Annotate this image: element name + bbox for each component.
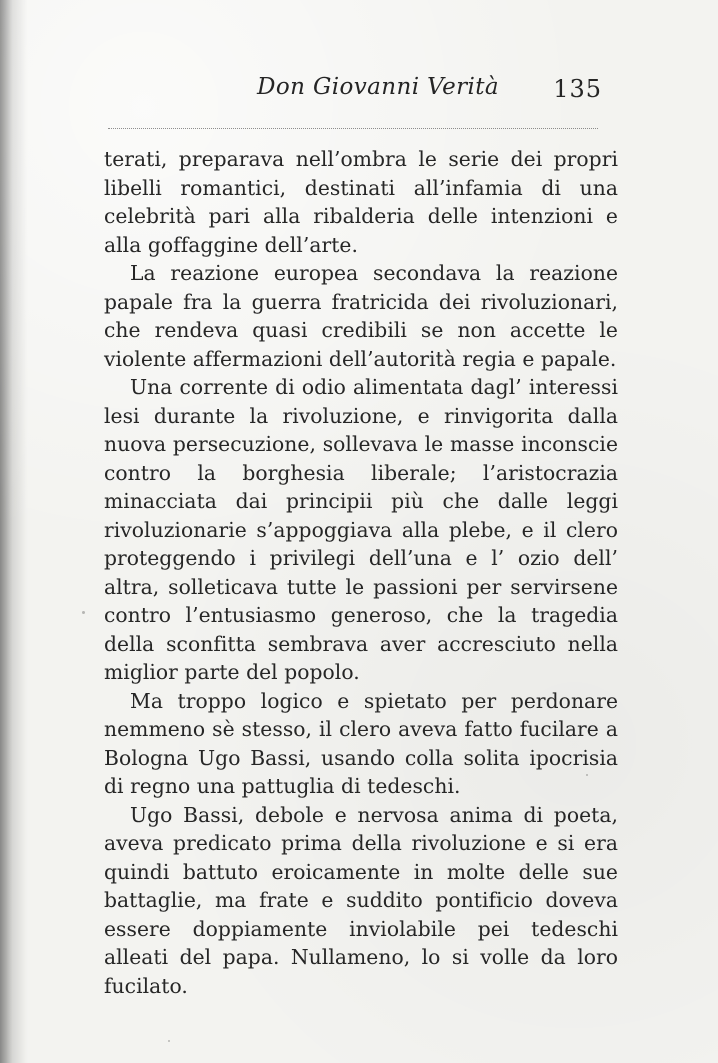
- running-title: Don Giovanni Verità: [257, 74, 500, 100]
- page-gutter-shadow: [0, 0, 28, 1063]
- page-number: 135: [553, 75, 602, 103]
- ink-speck: [168, 1040, 170, 1042]
- header-rule: [108, 128, 598, 129]
- paragraph-1: terati, preparava nell’ombra le serie dei propri libelli romantici, destinati all’infamia di una celebrità pari alla ribalderia delle intenzioni e alla goffaggine dell’arte.: [104, 147, 618, 257]
- paragraph-4: Ma troppo logico e spietato per perdonare nemmeno sè stesso, il clero aveva fatto fucilare a Bologna Ugo Bassi, usando colla solita ipocrisia di regno una pattuglia di tedeschi.: [104, 688, 618, 798]
- page-header: [0, 74, 718, 110]
- paragraph-3: Una corrente di odio alimentata dagl’ interessi lesi durante la rivoluzione, e rinvigorita dalla nuova persecuzione, sollevava le masse inconscie contro la borghesia liberale; l’aristocrazia minacciata dai principii più che dalle leggi rivoluzionarie s’appoggiava alla plebe, e il clero proteggendo i privilegi dell’una e l’ ozio dell’ altra, solleticava tutte le passioni per servirsene contro l’entusiasmo generoso, che la tragedia della sconfitta sembrava aver accresciuto nella miglior parte del popolo.: [104, 375, 618, 684]
- body-text: [104, 145, 618, 1000]
- paragraph-5: Ugo Bassi, debole e nervosa anima di poeta, aveva predicato prima della rivoluzione e si era quindi battuto eroicamente in molte delle sue battaglie, ma frate e suddito pontificio doveva essere doppiamente inviolabile pei tedeschi alleati del papa. Nullameno, lo si volle da loro fucilato.: [104, 802, 618, 998]
- ink-speck: [586, 774, 588, 776]
- ink-speck: [82, 611, 85, 614]
- paragraph-2: La reazione europea secondava la reazione papale fra la guerra fratricida dei rivoluzionari, che rendeva quasi credibili se non accette le violente affermazioni dell’autorità regia e papale.: [104, 261, 618, 371]
